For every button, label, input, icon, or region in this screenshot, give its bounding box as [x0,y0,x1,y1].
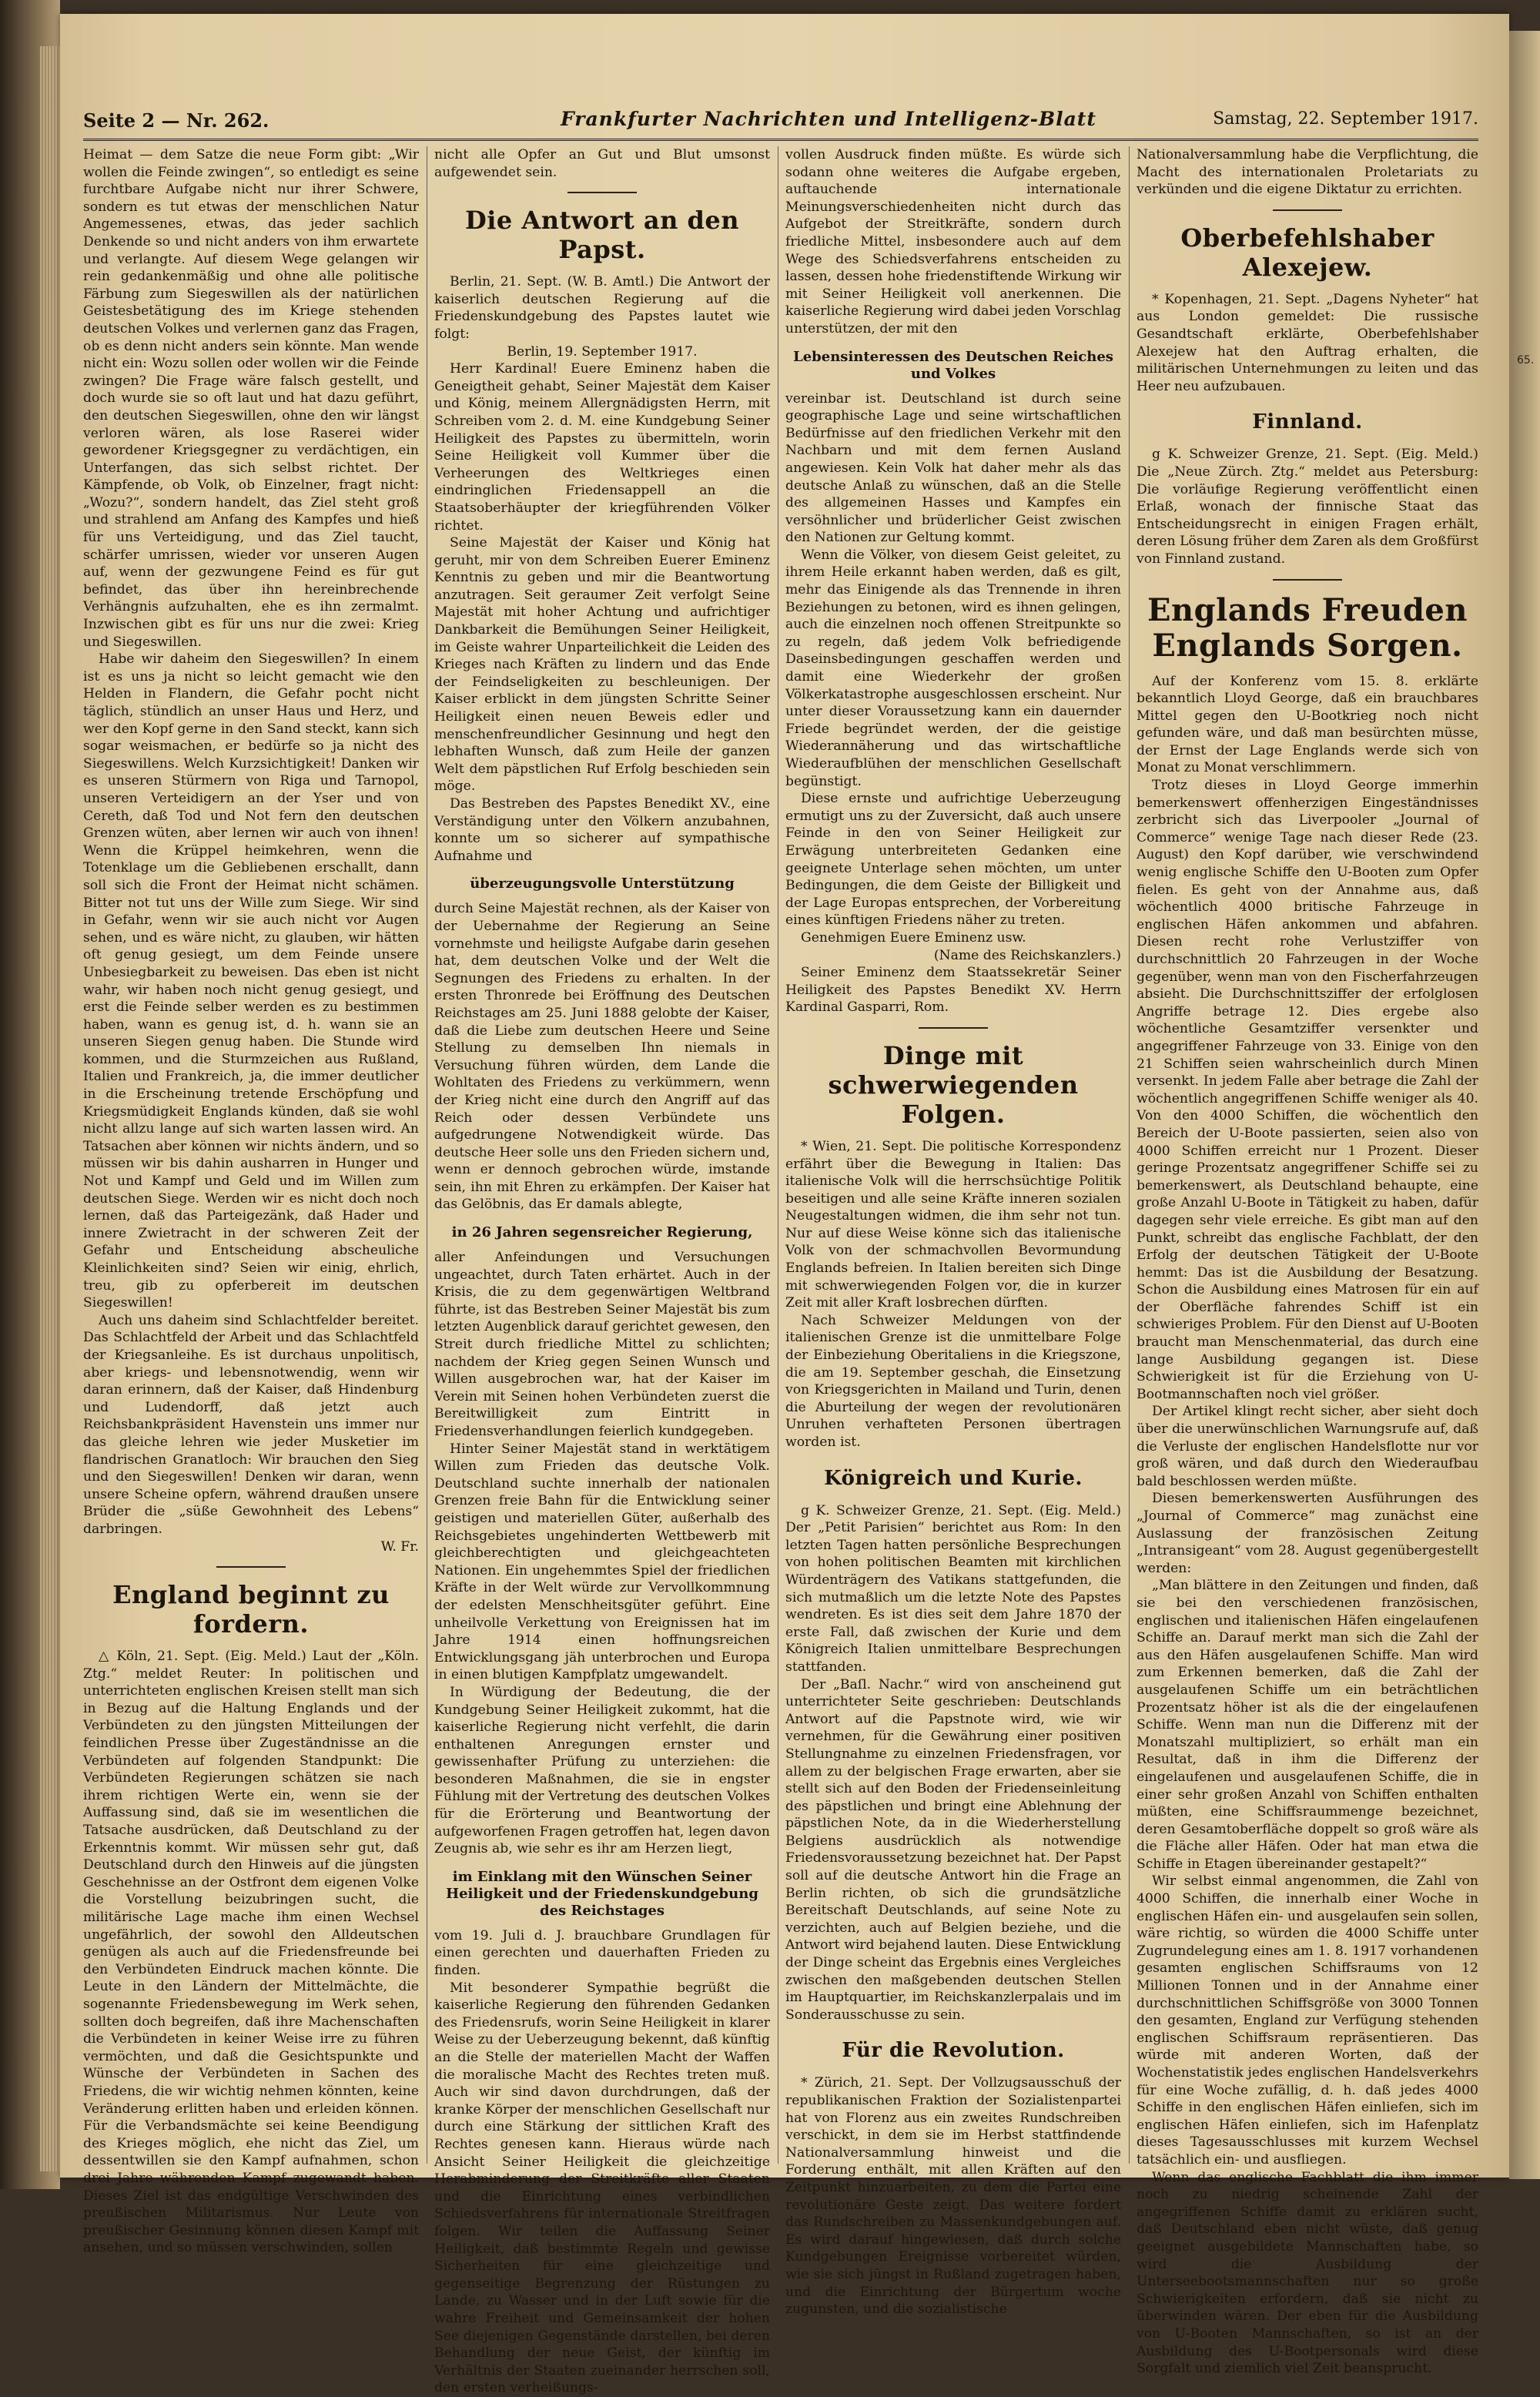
article-paragraph: Trotz dieses in Lloyd George immerhin bemerkenswert offenherzigen Eingeständnisses zerbricht sich das Liverpooler „Journal of Commerce“ wenige Tage nach dieser Rede (23. August) den Kopf darüber, wie verschwindend wenig englische Schiffe den U-Booten zum Opfer fielen. Es geht von der Annahme aus, daß wöchentlich 4000 britische Fahrzeuge in englischen Häfen ankommen und abfahren. Diesen recht rohe Verlustziffer von durchschnittlich 20 Fahrzeugen in der Woche gegenüber, wenn man von den Fischerfahrzeugen absieht. Die Durchschnittsziffer der erfolglosen Angriffe betrage 12. Dies ergebe also wöchentliche Gesamtziffer versenkter und angegriffener Fahrzeuge von 33. Einige von den 21 Schiffen seien wahrscheinlich durch Minen versenkt. In jedem Falle aber betrage die Zahl der wöchentlich angegriffenen Schiffe weniger als 40. Von den 4000 Schiffen, die wöchentlich den Bereich der U-Boote passierten, seien also von 4000 Schiffen erreicht nur 1 Prozent. Dieser geringe Prozentsatz angegriffener Schiffe sei zu bemerkenswert, als Deutschland behaupte, eine große Anzahl U-Boote in Tätigkeit zu haben, dafür dagegen sehr viele erreiche. Es gibt man auf den Punkt, schreibt das englische Fachblatt, der den Erfolg der deutschen Tätigkeit der U-Boote hemmt: Das ist die Ausbildung der Besatzung. Schon die Ausbildung eines Matrosen für ein auf der Oberfläche fahrendes Schiff ist ein schwieriges Problem. Für den Dienst auf U-Booten braucht man Menschenmaterial, das durch eine lange Ausbildung gegangen ist. Diese Schwierigkeit ist für die Erziehung von U-Bootmannschaften noch viel größer. [1137,778,1478,1402]
article-paragraph: Hinter Seiner Majestät stand in werktätigem Willen zum Frieden das deutsche Volk. Deutschland suchte innerhalb der nationalen Grenzen freie Bahn für die Entwicklung seiner geistigen und materiellen Güter, außerhalb des Reichsgebietes ungehinderten Wettbewerb mit gleichberechtigten und gleichgeachteten Nationen. Ein ungehemmtes Spiel der friedlichen Kräfte in der Welt würde zur Vervollkommnung der edelsten Menschheitsgüter geführt. Eine unheilvolle Verkettung von Ereignissen hat im Jahre 1914 einen hoffnungsreichen Entwicklungsgang jäh unterbrochen und Europa in einen blutigen Kampfplatz umgewandelt. [434,1441,770,1683]
column-2 [434,146,770,2396]
newspaper-title: Frankfurter Nachrichten und Intelligenz-Blatt [561,108,1096,130]
margin-number: 65. [1517,354,1535,367]
article-paragraph: Seine Majestät der Kaiser und König hat geruht, mir von dem Schreiben Euerer Eminenz Kenntnis zu geben und mir die Beantwortung anzutragen. Seit geraumer Zeit verfolgt Seine Majestät mit hoher Achtung und aufrichtiger Dankbarkeit die Bemühungen Seiner Heiligkeit, im Geiste wahrer Unparteilichkeit die Leiden des Krieges nach Kräften zu lindern und das Ende der Feindseligkeiten zu beschleunigen. Der Kaiser erblickt in dem jüngsten Schritte Seiner Heiligkeit einen neuen Beweis edler und menschenfreundlicher Gesinnung und hegt den lebhaften Wunsch, daß zum Heile der ganzen Welt dem päpstlichen Ruf Erfolg beschieden sein möge. [434,535,770,795]
article-paragraph: vom 19. Juli d. J. brauchbare Grundlagen für einen gerechten und dauerhaften Frieden zu finden. [434,1927,770,1979]
article-paragraph: * Zürich, 21. Sept. Der Vollzugsausschuß der republikanischen Fraktion der Sozialistenpartei hat von Florenz aus ein zweites Rundschreiben verschickt, in dem sie im Herbst stattfindende Nationalversammlung hinweist und die Forderung enthält, mit allen Kräften auf den Zeitpunkt hinzuarbeiten, zu dem die Partei eine revolutionäre Geste zeigt. Das weitere fordert das Rundschreiben zu Massenkundgebungen auf. Es wird darauf hingewiesen, daß durch solche Kundgebungen Ereignisse vorbereitet würden, wie sie sich jüngst in Rußland zugetragen haben, und die Einrichtung der Bürgertum woche zugunsten, und die sozialistische [785,2075,1121,2318]
article-paragraph: nicht alle Opfer an Gut und Blut umsonst aufgewendet sein. [434,147,770,180]
column-1 [83,146,419,2256]
article-paragraph: aller Anfeindungen und Versuchungen ungeachtet, durch Taten erhärtet. Auch in der Krisis, die zu dem gegenwärtigen Weltbrand führte, ist das Bestreben Seiner Majestät bis zum letzten Augenblick darauf gerichtet gewesen, den Streit durch friedliche Mittel zu schlichten; nachdem der Krieg gegen Seinen Wunsch und Willen ausgebrochen war, hat der Kaiser im Verein mit Seinen hohen Verbündeten zuerst die Bereitwilligkeit zum Eintritt in Friedensverhandlungen feierlich kundgegeben. [434,1250,770,1439]
article-paragraph: Wenn das englische Fachblatt die ihm immer noch zu niedrig scheinende Zahl der angegriffenen Schiffe damit zu erklären sucht, daß Deutschland eben nicht wüste, daß genug geeignet ausgebildete Mannschaften habe, so wird die Ausbildung der Unterseebootsmannschaften nur so große Schwierigkeiten erfordern, daß sie nicht zu überwinden wären. Der eben für die Ausbildung von U-Booten Mannschaften, so ist an der Ausbildung des U-Bootpersonals wird diese Sorgfalt und ziemlich viel Zeit beansprucht. [1137,2169,1478,2377]
headline-koenigreich: Königreich und Kurie. [824,1466,1083,1490]
signature-line: (Name des Reichskanzlers.) [933,947,1121,963]
subheading: in 26 Jahren segensreicher Regierung, [451,1224,753,1241]
book-binding [0,0,60,2189]
article-paragraph: Diese ernste und aufrichtige Ueberzeugung ermutigt uns zu der Zuversicht, daß auch unsere Feinde in den von Seiner Heiligkeit zur Erwägung unterbreiteten Gedanken eine geeignete Unterlage sehen möchten, um unter Bedingungen, die dem Geiste der Billigkeit und der Lage Europas entsprechen, der Vorbereitung eines künftigen Friedens näher zu treten. [785,791,1121,929]
headline-papst: Die Antwort an den Papst. [464,206,740,265]
article-paragraph: Heimat — dem Satze die neue Form gibt: „Wir wollen die Feinde zwingen“, so entledigt es seine furchtbare Aufgabe nicht nur ihrer Schwere, sondern es tut etwas der menschlichen Natur Angemessenes, etwas, das jeder sachlich Denkende so und nicht anders von ihm erwartete und verlangte. Auf diesem Wege gelangen wir rein gedankenmäßig und ohne alle politische Färbung zum Siegeswillen als der natürlichen Geistesbetätigung des im Kriege stehenden deutschen Volkes und verlernen ganz das Fragen, ob es denn nicht anders sein könnte. Man wende nicht ein: Wozu sollen oder wollen wir die Feinde zwingen? Die Frage wäre falsch gestellt, und doch wurde sie so oft laut und hat dazu geführt, den deutschen Siegeswillen, ohne den wir längst verloren wären, als lose Raserei wider gewordener Kriegsgegner zu verdächtigen, ein Unterfangen, das sich selbst richtet. Der Kämpfende, ob Volk, ob Einzelner, fragt nicht: „Wozu?“, sondern handelt, das Ziel steht groß und strahlend am Anfang des Kampfes und hieß für uns Verteidigung, und das Ziel taucht, schärfer umrissen, wieder vor unseren Augen auf, wenn der gezwungene Feind es für gut befindet, das über ihn hereinbrechende Verhängnis aufzuhalten, ehe es ihn zermalmt. Inzwischen gibt es für uns nur die zwei: Krieg und Siegeswillen. [83,147,419,650]
article-paragraph: Der Artikel klingt recht sicher, aber sieht doch über die unerwünschlichen Warnungsrufe auf, daß die Verluste der englischen Handelsflotte nur vor groß wären, und daß durch den Wiederaufbau bald beschlossen werden müßte. [1137,1404,1478,1489]
article-paragraph: durch Seine Majestät rechnen, als der Kaiser von der Uebernahme der Regierung an Seine vornehmste und heiligste Aufgabe darin gesehen hat, dem deutschen Volke und der Welt die Segnungen des Friedens zu erhalten. In der ersten Thronrede bei Eröffnung des Deutschen Reichstages am 25. Juni 1888 gelobte der Kaiser, daß die Liebe zum deutschen Heere und Seine Stellung zu demselben Ihn niemals in Versuchung führen würden, dem Lande die Wohltaten des Friedens zu verkümmern, wenn der Krieg nicht eine durch den Angriff auf das Reich oder dessen Verbündete uns aufgedrungene Notwendigkeit würde. Das deutsche Heer solle uns den Frieden sichern und, wenn er dennoch gebrochen würde, imstande sein, ihn mit Ehren zu erkämpfen. Der Kaiser hat das Gelöbnis, das Er damals ablegte, [434,901,770,1213]
article-paragraph: △ Köln, 21. Sept. (Eig. Meld.) Laut der „Köln. Ztg.“ meldet Reuter: In politischen und unterrichteten englischen Kreisen stellt man sich in Bezug auf die Haltung Englands und der Verbündeten zu den jüngsten Mitteilungen der feindlichen Presse über Zugeständnisse an die Verbündeten auf folgenden Standpunkt: Die Verbündeten Regierungen schätzen sie nach ihrem richtigen Werte ein, wenn sie der Auffassung sind, daß sie im wesentlichen die Tatsache ausdrücken, daß Deutschland zu der Erkenntnis kommt. Wir müssen sehr gut, daß Deutschland durch den Hinweis auf die jüngsten Geschehnisse an der Ostfront dem eigenen Volke die Vorstellung beizubringen sucht, die militärische Lage mache ihm einen Wechsel ungefährlich, der sowohl den Alldeutschen genügen als auch auf die Friedensfreunde bei den Verbündeten Eindruck machen könnte. Die Leute in den Ländern der Mittelmächte, die sogenannte Friedensbewegung im Werk sehen, sollten doch begreifen, daß ihre Machenschaften die Verbündeten in keiner Weise irre zu führen vermöchten, und daß die Gesichtspunkte und Wünsche der Verbündeten in Sachen des Friedens, die wir wichtig nehmen könnten, keine Veränderung erlitten haben und erleiden können. Für die Verbandsmächte sei keine Beendigung des Krieges möglich, ehe nicht das Ziel, um dessentwillen sie den Kampf aufnahmen, schon drei Jahre währenden Kampf zugewandt haben. Dieses Ziel ist das endgültige Verschwinden des preußischen Militarismus. Nur Leute von preußischer Gesinnung können diesen Kampf mit ansehen, und so müssen verschwinden, sollen [83,1649,419,2256]
separator [919,1027,988,1029]
column-rule [1129,146,1130,2164]
article-paragraph: Diesen bemerkenswerten Ausführungen des „Journal of Commerce“ mag zunächst eine Auslassung der französischen Zeitung „Intransigeant“ vom 28. August gegenübergestellt werden: [1137,1491,1478,1576]
issue-date: Samstag, 22. September 1917. [1213,109,1478,129]
article-paragraph: * Wien, 21. Sept. Die politische Korrespondenz erfährt über die Bewegung in Italien: Das italienische Volk will die herrschsüchtige Politik beseitigen und alle seine Kräfte inneren sozialen Neugestaltungen widmen, die ihm sehr not tun. Nur auf diese Weise könne sich das italienische Volk von der schmachvollen Bevormundung Englands befreien. In Italien bereiten sich Dinge mit schwerwiegenden Folgen vor, die in kurzer Zeit mit aller Kraft losbrechen dürften. [785,1138,1121,1311]
article-paragraph: Auf der Konferenz vom 15. 8. erklärte bekanntlich Lloyd George, daß ein brauchbares Mittel gegen den U-Bootkrieg noch nicht gefunden wäre, und daß man besürchten müsse, der Ernst der Lage Englands werde sich von Monat zu Monat verschlimmern. [1137,673,1478,776]
separator [567,192,637,193]
article-paragraph: vollen Ausdruck finden müßte. Es würde sich sodann ohne weiteres die Aufgabe ergeben, auftauchende internationale Meinungsverschiedenheiten nicht durch das Aufgebot der Streitkräfte, sondern durch friedliche Mittel, insbesondere auch auf dem Wege des Schiedsverfahrens entscheiden zu lassen, dessen hohe friedenstiftende Wirkung wir mit Seiner Heiligkeit voll anerkennen. Die kaiserliche Regierung wird dabei jeden Vorschlag unterstützen, der mit den [785,147,1121,336]
column-3 [785,146,1121,2318]
headline-revolution: Für die Revolution. [842,2039,1065,2063]
article-paragraph: * Kopenhagen, 21. Sept. „Dagens Nyheter“ hat aus London gemeldet: Die russische Gesandtschaft erklärte, Oberbefehlshaber Alexejew hat den Auftrag erhalten, die militärischen Unternehmungen zu leiten und das Heer neu aufzubauen. [1137,291,1478,394]
article-paragraph: In Würdigung der Bedeutung, die der Kundgebung Seiner Heiligkeit zukommt, hat die kaiserliche Regierung nicht verfehlt, die darin enthaltenen Anregungen ernster und gewissenhafter Prüfung zu unterziehen: die besonderen Maßnahmen, die sie in engster Fühlung mit der Vertretung des deutschen Volkes für die Erörterung und Beantwortung der aufgeworfenen Fragen getroffen hat, legen davon Zeugnis ab, wie sehr es ihr am Herzen liegt, [434,1684,770,1857]
next-page-edge [1509,31,1540,2179]
page-header [83,105,1478,141]
article-paragraph: Nach Schweizer Meldungen von der italienischen Grenze ist die unmittelbare Folge der Einbeziehung Oberitaliens in die Kriegszone, die am 19. September geschah, die Einsetzung von Kriegsgerichten in Mailand und Turin, denen die Aburteilung der wegen der revolutionären Unruhen verhafteten Personen übertragen worden ist. [785,1312,1121,1450]
separator [216,1566,286,1568]
article-paragraph: vereinbar ist. Deutschland ist durch seine geographische Lage und seine wirtschaftlichen Bedürfnisse auf den friedlichen Verkehr mit den Nachbarn und mit dem fernen Ausland angewiesen. Kein Volk hat daher mehr als das deutsche Anlaß zu wünschen, daß an die Stelle des allgemeinen Hasses und Kampfes ein versöhnlicher und brüderlicher Geist zwischen den Nationen zur Geltung kommt. [785,390,1121,546]
separator [1273,579,1342,581]
article-paragraph: g K. Schweizer Grenze, 21. Sept. (Eig. Meld.) Der „Petit Parisien“ berichtet aus Rom: In den letzten Tagen hatten persönliche Besprechungen von hohen politischen Beamten mit kirchlichen Würdenträgern des Vatikans stattgefunden, die sich mutmaßlich um die letzte Note des Papstes wendreten. Es ist dies seit dem Jahre 1870 der erste Fall, daß zwischen der Kurie und dem Königreich Italien unmittelbare Besprechungen stattfanden. [785,1502,1121,1675]
article-paragraph: Genehmigen Euere Eminenz usw. [801,929,1026,946]
headline-englands-sorgen: Englands Freuden Englands Sorgen. [1147,591,1468,664]
article-paragraph: Der „Baſl. Nachr.“ wird von anscheinend gut unterrichteter Seite geschrieben: Deutschlands Antwort auf die Papstnote wird, wie wir vernehmen, für die Gewährung einer positiven Stellungnahme zu einzelnen Friedensfragen, vor allem zu der belgischen Frage erwarten, aber sie stellt sich auf den Boden der Friedenseinleitung des päpstlichen und bringt eine Ablehnung der päpstlichen Note, da in die Wiederherstellung Belgiens ausdrücklich als notwendige Friedensvoraussetzung bezeichnet hat. Der Papst soll auf die deutsche Antwort hin die Frage an Berlin richten, ob sich die grundsätzliche Bereitschaft Deutschlands, auf seine Note zu verzichten, auch auf Belgien beziehe, und die Antwort wird bejahend lauten. Diese Entwicklung der Dinge scheint das Ergebnis eines Vergleiches zwischen den maßgebenden deutschen Stellen im Hauptquartier, im Reichskanzlerpalais und im Sonderausschusse zu sein. [785,1676,1121,2023]
dateline: Berlin, 19. September 1917. [507,343,698,360]
article-paragraph: Mit besonderer Sympathie begrüßt die kaiserliche Regierung den führenden Gedanken des Friedensrufs, worin Seine Heiligkeit in klarer Weise zu der Ueberzeugung bekennt, daß künftig an die Stelle der materiellen Macht der Waffen die moralische Macht des Rechtes treten muß. Auch wir sind davon durchdrungen, daß der kranke Körper der menschlichen Gesellschaft nur durch eine Stärkung der sittlichen Kraft des Rechtes genesen kann. Hieraus würde nach Ansicht Seiner Heiligkeit die gleichzeitige Herabminderung der Streitkräfte aller Staaten und die Einrichtung eines verbindlichen Schiedsverfahrens für internationale Streitfragen folgen. Wir teilen die Auffassung Seiner Heiligkeit, daß bestimmte Regeln und gewisse Sicherheiten für eine gleichzeitige und gegenseitige Begrenzung der Rüstungen zu Lande, zu Wasser und in der Luft sowie für die wahre Freiheit und Gemeinsamkeit der hohen See diejenigen Gegenstände darstellen, bei deren Behandlung der neue Geist, der künftig im Verhältnis der Staaten zueinander herrschen soll, den ersten verheißungs- [434,1980,770,2396]
newspaper-page [60,14,1509,2396]
headline-dinge: Dinge mit schwerwiegenden Folgen. [828,1040,1079,1129]
columns [83,146,1479,2396]
page-edges [40,46,60,2171]
article-paragraph: „Man blättere in den Zeitungen und finden, daß sie bei den verschiedenen französischen, englischen und italienischen Häfen eingelaufenen Schiffe an. Darauf merkt man sich die Zahl der aus den Häfen ausgelaufenen Schiffe. Man wird zum Erkennen bemerken, daß die Zahl der ausgelaufenen Schiffe um ein beträchtlichen Prozentsatz höher ist als die der eingelaufenen Schiffe. Wenn man nun die Differenz mit der Monatszahl multipliziert, so erhält man ein Resultat, daß in ihm die Differenz der eingelaufenen und ausgelaufenen Schiffe, die in einer sehr großen Anzahl von Schiffen enthalten müßten, eine Schiffsraummenge bezeichnet, deren Gesamtoberfläche doppelt so groß wäre als die Fläche aller Häfen. Oder hat man etwa die Schiffe in Etagen übereinander gestapelt?“ [1137,1578,1478,1872]
page-number: Seite 2 — Nr. 262. [83,109,270,132]
article-paragraph: Das Bestreben des Papstes Benedikt XV., eine Verständigung unter den Völkern anzubahnen, konnte um so sicherer auf sympathische Aufnahme und [434,796,770,864]
article-paragraph: Nationalversammlung habe die Verpflichtung, die Macht des internationalen Proletariats zu verkünden und die eigene Diktatur zu errichten. [1137,147,1478,198]
article-paragraph: Auch uns daheim sind Schlachtfelder bereitet. Das Schlachtfeld der Arbeit und das Schlachtfeld der Kriegsanleihe. Es ist durchaus unpolitisch, aber kriegs- und lebensnotwendig, wenn wir daran erinnern, daß der Kaiser, daß Hindenburg und Ludendorff, daß jetzt auch Reichsbankpräsident Havenstein uns immer nur das gleiche lehren wie jeder Musketier im flandrischen Granatloch: Wir brauchen den Sieg und den Siegeswillen! Denken wir daran, wenn unsere Scheine opfern, während draußen unsere Brüder die „süße Gewohnheit des Lebens“ darbringen. [83,1312,419,1537]
article-paragraph: Wir selbst einmal angenommen, die Zahl von 4000 Schiffen, die innerhalb einer Woche in englischen Häfen ein- und ausgelaufen sein sollen, wäre richtig, so würden die 4000 Schiffe unter Zugrundelegung eines am 1. 8. 1917 vorhandenen gesamten englischen Schiffsraums von 12 Millionen Tonnen und in der Annahme einer durchschnittlichen Schiffsgröße von 3000 Tonnen den gesamten, England zur Verfügung stehenden englischen Schiffsraum repräsentieren. Das würde mit anderen Worten, daß der Wochenstatistik jedes englischen Handelsverkehrs für eine Woche zufällig, d. h. daß jedes 4000 Schiffe in den englischen Häfen einliefen, sich im englischen Häfen einliefen, sich im Hafenplatz dieses Tagesausschlusses mit kurzem Wechsel tatsächlich ein- und ausfliegen. [1137,1873,1478,2168]
article-paragraph: Herr Kardinal! Euere Eminenz haben die Geneigtheit gehabt, Seiner Majestät dem Kaiser und König, meinem Allergnädigsten Herrn, mit Schreiben vom 2. d. M. eine Kundgebung Seiner Heiligkeit des Papstes zu übermitteln, worin Seine Heiligkeit voll Kummer über die Verheerungen des Weltkrieges einen eindringlichen Friedensappell an die Staatsoberhäupter der kriegführenden Völker richtet. [434,361,770,534]
subheading: im Einklang mit den Wünschen Seiner Heiligkeit und der Friedenskundgebung des Reichstages [446,1868,758,1919]
article-paragraph: Berlin, 21. Sept. (W. B. Amtl.) Die Antwort der kaiserlich deutschen Regierung auf die Friedenskundgebung des Papstes lautet wie folgt: [434,274,770,342]
article-paragraph: Seiner Eminenz dem Staatssekretär Seiner Heiligkeit des Papstes Benedikt XV. Herrn Kardinal Gasparri, Rom. [785,965,1121,1016]
article-paragraph: Wenn die Völker, von diesem Geist geleitet, zu ihrem Heile erkannt haben werden, daß es gilt, mehr das Einigende als das Trennende in ihren Beziehungen zu betonen, wird es ihnen gelingen, auch die einzelnen noch offenen Streitpunkte so zu regeln, daß jedem Volk befriedigende Daseinsbedingungen geschaffen werden und damit eine Wiederkehr der großen Völkerkatastrophe ausgeschlossen erscheint. Nur unter dieser Voraussetzung kann ein dauernder Friede begründet werden, der die geistige Wiederannäherung und das wirtschaftliche Wiederaufblühen der menschlichen Gesellschaft begünstigt. [785,547,1121,789]
article-paragraph: Habe wir daheim den Siegeswillen? In einem ist es uns ja nicht so leicht gemacht wie den Helden in Flandern, die Gefahr pocht nicht täglich, stündlich an unser Haus und Herz, und wer den Kopf gerne in den Sand steckt, kann sich sogar weismachen, er bedürfe so ja nicht des Siegeswillens. Welch Kurzsichtigkeit! Danken wir es unseren Stürmern von Riga und Tarnopol, unseren Verteidigern an der Yser und von Cereth, daß Tod und Not fern den deutschen Grenzen wüten, aber lernen wir auch von ihnen! Wenn die Krüppel heimkehren, wenn die Totenklage um die Gebliebenen erschallt, dann soll sich die Front der Heimat nicht schämen. Bitter not tut uns der Wille zum Siege. Wir sind in Gefahr, wenn wir sie auch nicht vor Augen sehen, und es wäre nicht, zu glauben, wir hätten oft genug gesiegt, um dem Feinde unsere Unbesiegbarkeit zu beweisen. Das eben ist nicht wahr, wir haben noch nicht genug gesiegt, und erst die Feinde selber werden es zu bestimmen haben, wann es genug ist, d. h. wann sie an unseren Siegen genug haben. Die Stunde wird kommen, und die Sturmzeichen aus Rußland, Italien und Frankreich, ja, die immer deutlicher in die Erscheinung tretende Erschöpfung und Kriegsmüdigkeit Englands künden, daß sie wohl nicht allzu lange auf sich warten lassen wird. An Tatsachen aber können wir nichts ändern, und so müssen wir bis dahin ausharren in Hunger und Not und Kampf und Geld und im Willen zum deutschen Siege. Werden wir es nicht doch noch lernen, daß das Parteigezänk, daß Hader und innere Zwietracht in der schweren Zeit der Gefahr und Entscheidung abscheuliche Kleinlichkeiten sind? Seien wir einig, ehrlich, treu, gib zu opferbereit im deutschen Siegeswillen! [83,651,419,1311]
column-4 [1137,146,1479,2377]
article-paragraph: g K. Schweizer Grenze, 21. Sept. (Eig. Meld.) Die „Neue Zürch. Ztg.“ meldet aus Petersburg: Die vorläufige Regierung veröffentlicht einen Erlaß, wonach der finnische Staat das Entscheidungsrecht in einigen Fragen erhält, deren Lösung früher dem Zaren als dem Großfürst von Finnland zustand. [1137,447,1479,567]
headline-england: England beginnt zu fordern. [112,1580,390,1639]
headline-finnland: Finnland. [1252,410,1363,434]
author-signature: W. Fr. [380,1538,419,1555]
subheading: Lebensinteressen des Deutschen Reiches und Volkes [793,348,1113,382]
headline-alexejew: Oberbefehlshaber Alexejew. [1180,223,1435,282]
subheading: überzeugungsvolle Unterstützung [470,875,735,892]
separator [1273,209,1342,211]
